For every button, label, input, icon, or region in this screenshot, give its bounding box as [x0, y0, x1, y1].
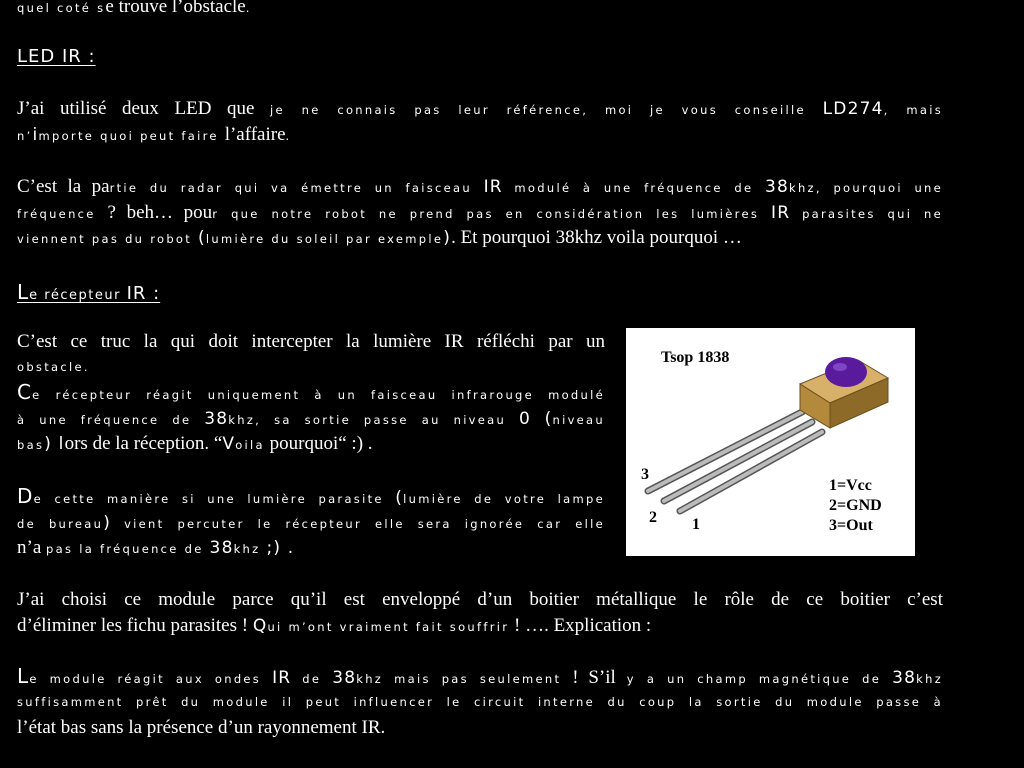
pin-number-2: 2	[649, 509, 657, 526]
paragraph-receiver-filtering: De cette manière si une lumière parasite (lumière de votre lampe de bureau) vient percuter le récepteur elle sera ignorée car elle n’a pas la fréquence de 38khz ;) .	[17, 484, 605, 558]
pin-legend-gnd: 2=GND	[829, 497, 882, 514]
pin-number-1: 1	[692, 516, 700, 533]
paragraph-receiver-behaviour: Ce récepteur réagit uniquement à un faisceau infrarouge modulé à une fréquence de 38khz, sa sortie passe au niveau 0 (niveau bas) lors de la réception. “Voila pourquoi“ :) .	[17, 380, 605, 454]
pin-legend-vcc: 1=Vcc	[829, 477, 872, 494]
figure-title: Tsop 1838	[661, 349, 730, 366]
pin-leads	[648, 412, 822, 511]
pin-legend-out: 3=Out	[829, 517, 873, 534]
heading-led-ir: LED IR :	[17, 46, 96, 67]
paragraph-receiver-role: C’est ce truc la qui doit intercepter la lumière IR réfléchi par un obstacle.	[17, 331, 605, 374]
heading-recepteur-ir: Le récepteur IR :	[17, 280, 161, 304]
intro-fragment: quel coté se trouve l’obstacle.	[17, 0, 252, 17]
pin-number-3: 3	[641, 466, 649, 483]
paragraph-led-choice: J’ai utilisé deux LED que je ne connais pas leur référence, moi je vous conseille LD274, mais n’importe quoi peut faire l’affaire.	[17, 98, 943, 145]
paragraph-led-purpose: C’est la partie du radar qui va émettre un faisceau IR modulé à une fréquence de 38khz, pourquoi une fréquence ? beh… pour que notre robot ne prend pas en considération les lumières IR parasites qui ne viennent pas du robot (lumière du soleil par exemple). Et pourquoi 38khz voila pourquoi …	[17, 176, 943, 248]
lens-dome	[825, 357, 867, 387]
paragraph-module-choice: J’ai choisi ce module parce qu’il est enveloppé d’un boitier métallique le rôle de ce boitier c’est d’éliminer les fichu parasites ! Qui m’ont vraiment fait souffrir ! …. Explication :	[17, 589, 943, 636]
tsop1838-figure	[626, 328, 915, 556]
paragraph-module-explanation: Le module réagit aux ondes IR de 38khz mais pas seulement ! S’il y a un champ magnétique de 38khz suffisamment prêt du module il peut influencer le circuit interne du coup la sortie du module passe à l’état bas sans la présence d’un rayonnement IR.	[17, 664, 943, 738]
